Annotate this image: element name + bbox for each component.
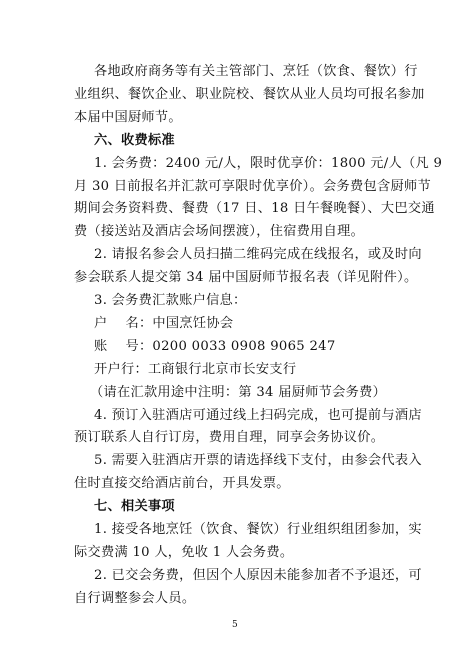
fee1-line-2: 月 30 日前报名并汇款可享限时优享价）。会务费包含厨师节	[74, 178, 431, 194]
bank-name: 开户行：工商银行北京市长安支行	[94, 361, 297, 377]
fee5-line-2: 住时直接交给酒店前台，开具发票。	[74, 476, 290, 492]
item1-line-2: 际交费满 10 人，免收 1 人会务费。	[74, 544, 294, 560]
item2-line-2: 自行调整参会人员。	[74, 590, 196, 606]
intro-line-3: 本届中国厨师节。	[74, 109, 182, 125]
fee1-line-4: 费（接送站及酒店会场间摆渡），住宿费用自理。	[74, 224, 365, 240]
fee4-line-1: 4. 预订入驻酒店可通过线上扫码完成，也可提前与酒店	[94, 407, 422, 423]
fee2-line-2: 参会联系人提交第 34 届中国厨师节报名表（详见附件）。	[74, 270, 418, 286]
fee4-line-2: 预订联系人自行订房，费用自理，同享会务协议价。	[74, 430, 385, 446]
fee2-line-1: 2. 请报名参会人员扫描二维码完成在线报名，或及时向	[94, 247, 422, 263]
intro-line-1: 各地政府商务等有关主管部门、烹饪（饮食、餐饮）行	[94, 64, 418, 79]
page-number: 5	[232, 620, 238, 630]
item2-line-1: 2. 已交会务费，但因个人原因未能参加者不予退还，可	[94, 567, 422, 583]
item1-line-1: 1. 接受各地烹饪（饮食、餐饮）行业组织组团参加，实	[94, 522, 422, 537]
fee3-heading: 3. 会务费汇款账户信息：	[94, 293, 247, 308]
account-number: 账 号：0200 0033 0908 9065 247	[94, 338, 336, 354]
fee1-line-3: 期间会务资料费、餐费（17 日、18 日午餐晚餐）、大巴交通	[74, 201, 435, 217]
fee1-line-1: 1. 会务费：2400 元/人，限时优享价：1800 元/人（凡 9	[94, 155, 443, 171]
section-7-heading: 七、相关事项	[94, 499, 175, 515]
intro-line-2: 业组织、餐饮企业、职业院校、餐饮从业人员均可报名参加	[74, 86, 425, 102]
remittance-remark: （请在汇款用途中注明：第 34 届厨师节会务费）	[90, 384, 387, 400]
fee5-line-1: 5. 需要入驻酒店开票的请选择线下支付，由参会代表入	[94, 453, 422, 469]
section-6-heading: 六、收费标准	[94, 132, 175, 148]
account-name: 户 名：中国烹饪协会	[94, 315, 234, 331]
